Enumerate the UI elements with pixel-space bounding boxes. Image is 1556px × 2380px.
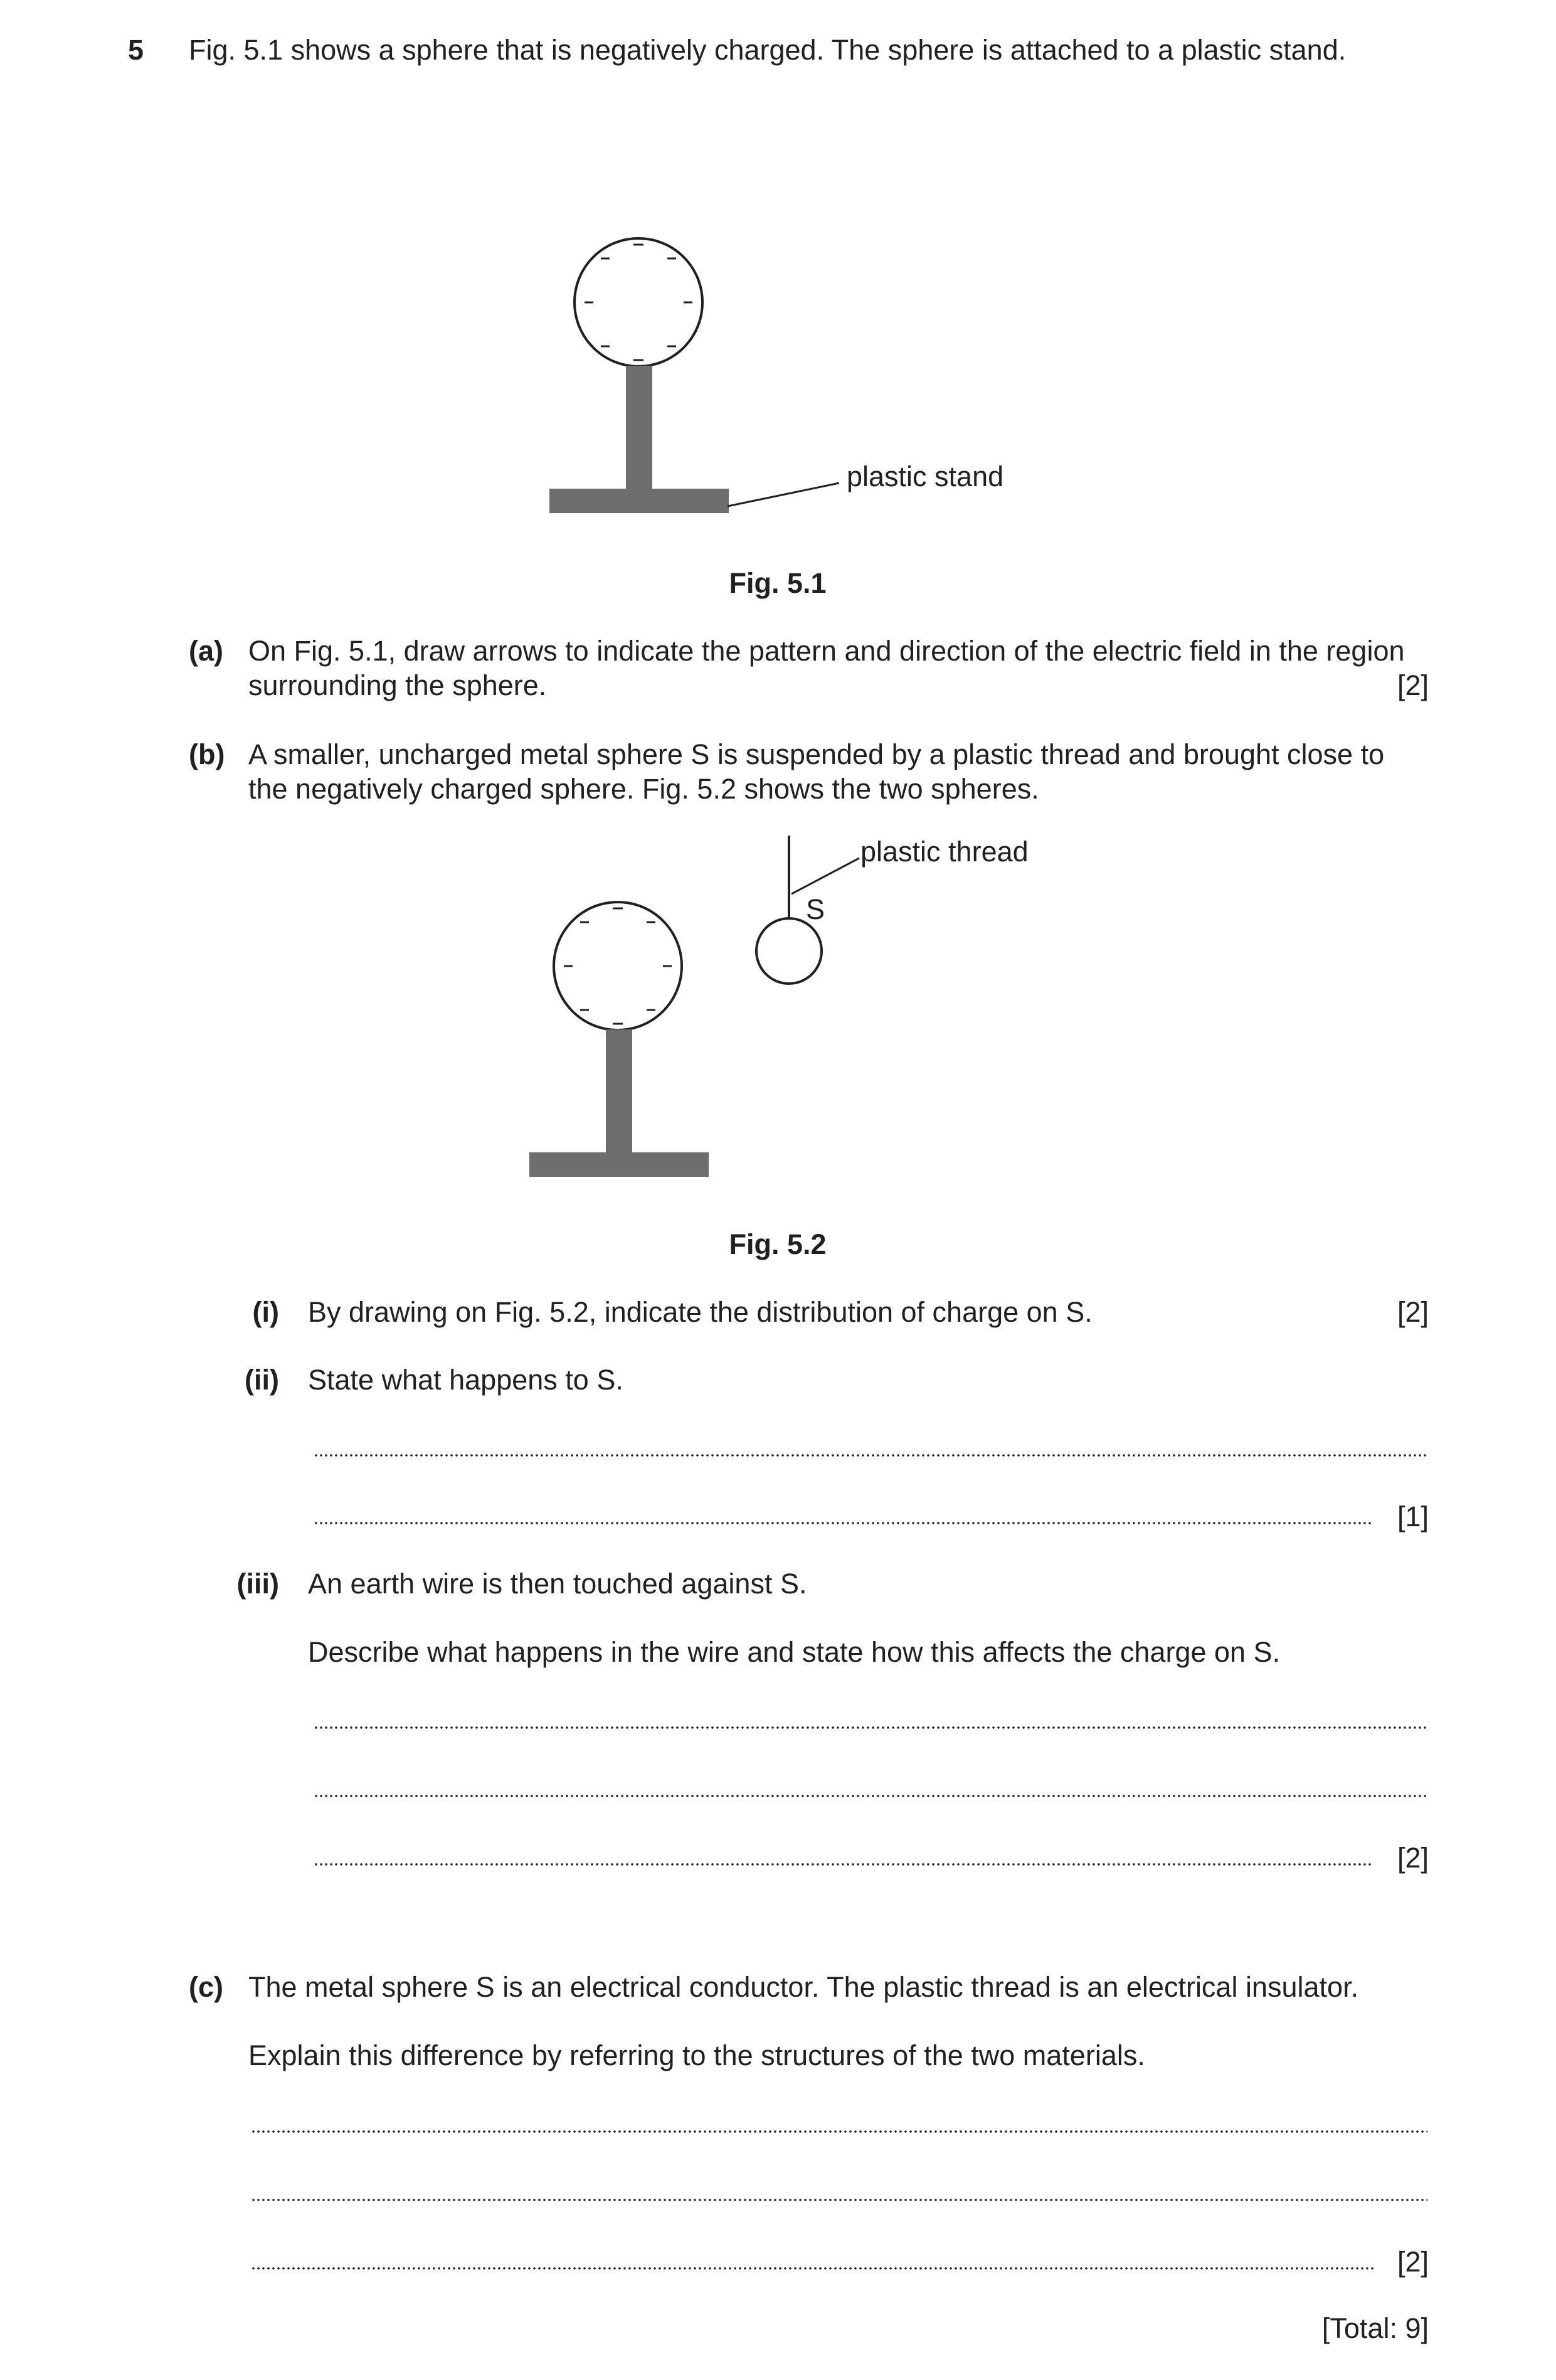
part-b-i-label: (i): [252, 1296, 279, 1328]
sphere-s-label: S: [806, 893, 825, 925]
part-b-iii-text1: An earth wire is then touched against S.: [308, 1568, 807, 1600]
sphere-s: [756, 918, 822, 984]
plastic-stand-label: plastic stand: [847, 460, 1004, 492]
part-b-ii-label: (ii): [245, 1364, 279, 1396]
answer-line[interactable]: [314, 1726, 1427, 1729]
figure-5-2-caption: Fig. 5.2: [729, 1228, 827, 1260]
part-c-text1: The metal sphere S is an electrical conductor. The plastic thread is an electrical insulator.: [248, 1971, 1359, 2003]
answer-line[interactable]: [314, 1863, 1373, 1866]
label-leader-1: [728, 483, 839, 506]
part-a-label: (a): [189, 635, 223, 667]
answer-line[interactable]: [251, 2130, 1427, 2133]
part-b-iii-text2: Describe what happens in the wire and state how this affects the charge on S.: [308, 1636, 1281, 1668]
question-stem: Fig. 5.1 shows a sphere that is negatively charged. The sphere is attached to a plastic stand.: [189, 34, 1347, 66]
part-a-text-line2: surrounding the sphere.: [248, 669, 547, 701]
part-b-ii-mark: [1]: [1397, 1501, 1429, 1533]
part-b-text-line1: A smaller, uncharged metal sphere S is suspended by a plastic thread and brought close to: [248, 738, 1385, 770]
stand-base-1: [549, 489, 729, 513]
figure-5-1-caption: Fig. 5.1: [729, 567, 827, 599]
answer-line[interactable]: [251, 2267, 1373, 2270]
part-b-i-text: By drawing on Fig. 5.2, indicate the distribution of charge on S.: [308, 1296, 1093, 1328]
stand-pole-1: [626, 366, 652, 491]
answer-line[interactable]: [314, 1795, 1427, 1797]
part-a-text-line1: On Fig. 5.1, draw arrows to indicate the pattern and direction of the electric field in the region: [248, 635, 1405, 667]
stand-pole-2: [606, 1029, 632, 1155]
answer-line[interactable]: [251, 2199, 1427, 2201]
charged-sphere-2: [554, 902, 682, 1030]
figure-5-2: [0, 828, 1556, 1192]
charged-sphere-1: [574, 238, 702, 366]
part-b-iii-mark: [2]: [1397, 1842, 1429, 1874]
part-b-iii-label: (iii): [236, 1568, 279, 1600]
part-a-mark: [2]: [1397, 669, 1429, 701]
part-b-ii-text: State what happens to S.: [308, 1364, 623, 1396]
answer-line[interactable]: [314, 1454, 1427, 1457]
part-b-text-line2: the negatively charged sphere. Fig. 5.2 shows the two spheres.: [248, 773, 1039, 805]
part-c-label: (c): [189, 1971, 223, 2003]
total-marks: [Total: 9]: [1321, 2312, 1429, 2344]
plastic-thread-label: plastic thread: [860, 836, 1029, 868]
answer-line[interactable]: [314, 1522, 1373, 1524]
stand-base-2: [529, 1152, 709, 1177]
part-c-text2: Explain this difference by referring to the structures of the two materials.: [248, 2039, 1145, 2071]
part-b-i-mark: [2]: [1397, 1296, 1429, 1328]
figure-5-1: [0, 226, 1556, 539]
question-number: 5: [128, 34, 144, 66]
thread-label-leader: [791, 858, 859, 894]
part-b-label: (b): [189, 738, 225, 770]
part-c-mark: [2]: [1397, 2246, 1429, 2278]
